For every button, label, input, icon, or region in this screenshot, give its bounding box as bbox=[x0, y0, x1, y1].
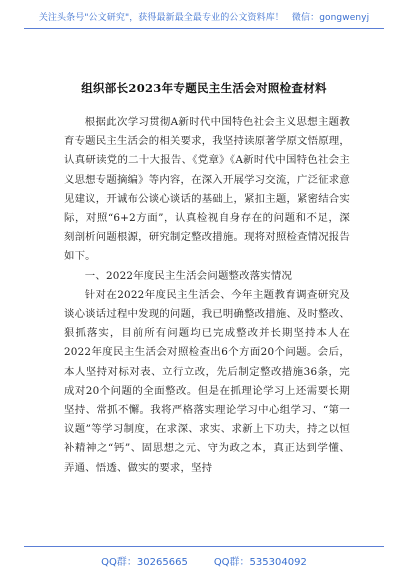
footer-rule bbox=[24, 546, 384, 547]
footer-qq-group-1: QQ群：30265665 bbox=[101, 557, 188, 568]
banner-promo-text: 关注头条号"公文研究"，获得最新最全最专业的公文资料库！ bbox=[38, 13, 284, 23]
footer bbox=[0, 553, 408, 568]
section-heading: 一、2022年度民主生活会问题整改落实情况 bbox=[84, 269, 293, 282]
footer-qq-group-2: QQ群：535304092 bbox=[213, 557, 307, 568]
header-rule bbox=[24, 28, 384, 29]
document-body bbox=[64, 113, 350, 478]
body-paragraph: 针对在2022年度民主生活会、今年主题教育调查研究及谈心谈话过程中发现的问题，我已明确整改措施、及时整改、狠抓落实，目前所有问题均已完成整改并长期坚持本人在2022年度民主生活会对照检查出6个方面20个问题。会后，本人坚持对标对表、立行立改，先后制定整改措施36条，完成对20个问题的全面整改。但是在抓理论学习上还需要长期坚持、常抓不懈。我将严格落实理论学习中心组学习、“第一议题”等学习制度，在求深、求实、求新上下功夫，持之以恒补精神之“钙”、固思想之元、守为政之本，真正达到学懂、弄通、悟透、做实的要求，坚持 bbox=[64, 288, 350, 474]
header-banner bbox=[0, 10, 408, 23]
document-title: 组织部长2023年专题民主生活会对照检查材料 bbox=[81, 81, 327, 95]
intro-paragraph: 根据此次学习贯彻A新时代中国特色社会主义思想主题教育专题民主生活会的相关要求，我坚持读原著学原文悟原理，认真研读党的二十大报告、《党章》《A新时代中国特色社会主义思想专题摘编》等内容，在深入开展学习交流，广泛征求意见建议，开诚布公谈心谈话的基础上，紧扣主题，紧密结合实际，对照“6+2方面”，认真检视自身存在的问题和不足，深刻剖析问题根源，研究制定整改措施。现将对照检查情况报告如下。 bbox=[64, 116, 350, 263]
banner-wechat-text: 微信：gongwenyj bbox=[291, 13, 370, 23]
